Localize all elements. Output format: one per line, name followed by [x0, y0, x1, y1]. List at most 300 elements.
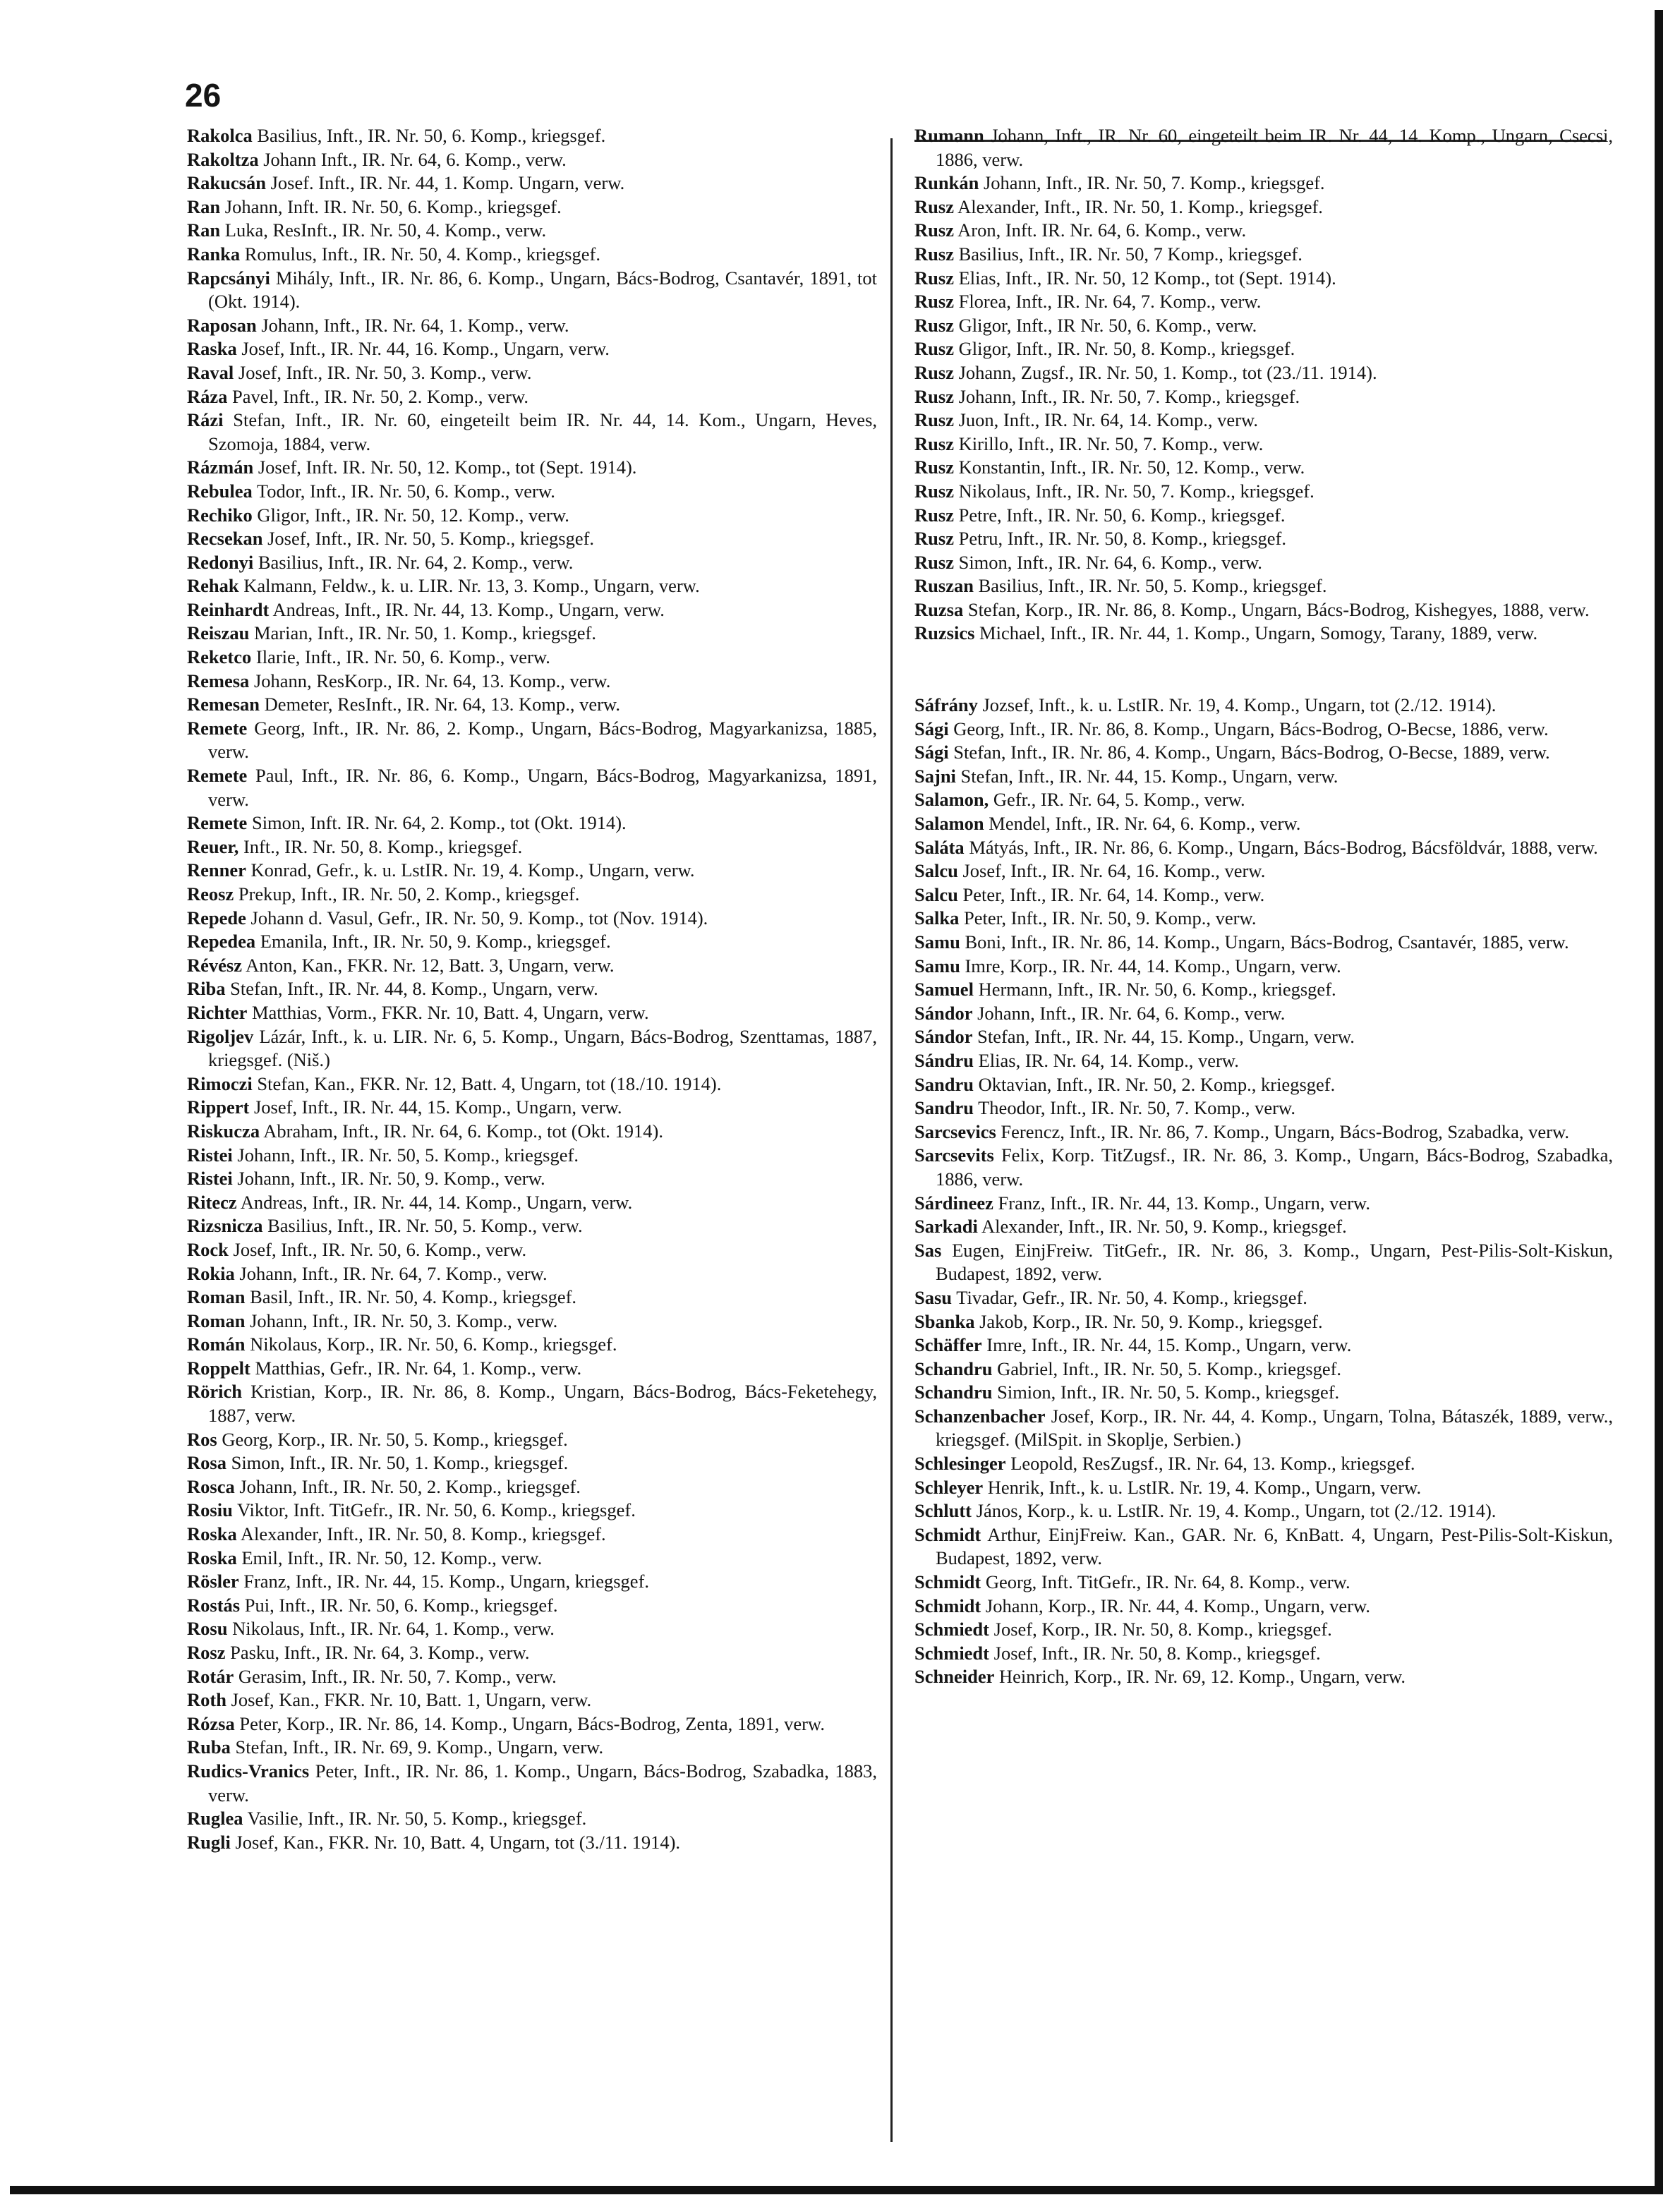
entry-details: Johann, Inft., IR. Nr. 50, 7. Komp., kriegsgef.	[958, 385, 1300, 407]
entry-surname: Ruglea	[187, 1808, 243, 1830]
entry-surname: Sas	[914, 1239, 942, 1261]
entry-surname: Riskucza	[187, 1120, 260, 1142]
entry-details: Imre, Korp., IR. Nr. 44, 14. Komp., Ungarn, verw.	[965, 955, 1341, 976]
entry-surname: Ran	[187, 219, 221, 241]
entry-surname: Sarcsevits	[914, 1144, 994, 1166]
register-entry	[187, 385, 877, 409]
entry-surname: Rusz	[914, 338, 954, 360]
entry-details: Stefan, Inft., IR. Nr. 60, eingeteilt beim IR. Nr. 44, 14. Kom., Ungarn, Heves, Szomoja, 1884, verw.	[208, 409, 878, 454]
entry-surname: Rusz	[914, 314, 954, 336]
register-entry	[187, 1617, 877, 1641]
register-entry	[914, 409, 1613, 433]
register-entry	[914, 267, 1613, 291]
register-entry	[187, 337, 877, 361]
entry-details: Petru, Inft., IR. Nr. 50, 8. Komp., kriegsgef.	[958, 528, 1287, 550]
entry-details: Florea, Inft., IR. Nr. 64, 7. Komp., verw.	[958, 291, 1262, 313]
entry-surname: Schmiedt	[914, 1642, 989, 1664]
entry-surname: Ruzsa	[914, 598, 964, 620]
entry-details: Georg, Inft., IR. Nr. 86, 2. Komp., Ungarn, Bács-Bodrog, Magyarkanizsa, 1885, verw.	[208, 717, 878, 763]
register-entry	[914, 1523, 1613, 1571]
register-entry	[187, 764, 877, 811]
entry-surname: Rizsnicza	[187, 1215, 263, 1237]
register-entry	[914, 1334, 1613, 1358]
entry-surname: Remete	[187, 765, 248, 787]
register-entry	[914, 456, 1613, 480]
register-entry	[914, 361, 1613, 385]
entry-surname: Schneider	[914, 1666, 995, 1688]
entry-details: Johann, ResKorp., IR. Nr. 64, 13. Komp., verw.	[253, 670, 611, 691]
entry-surname: Schleyer	[914, 1476, 984, 1498]
entry-details: Matthias, Gefr., IR. Nr. 64, 1. Komp., verw.	[255, 1357, 582, 1379]
register-entry	[914, 1192, 1613, 1216]
entry-surname: Ros	[187, 1428, 217, 1450]
entry-surname: Rock	[187, 1238, 229, 1260]
entry-details: Gligor, Inft., IR. Nr. 50, 12. Komp., verw.	[257, 504, 569, 526]
entry-surname: Ruzsics	[914, 622, 975, 644]
entry-details: Anton, Kan., FKR. Nr. 12, Batt. 3, Ungarn, verw.	[246, 954, 615, 976]
entry-surname: Salcu	[914, 883, 958, 905]
entry-details: Demeter, ResInft., IR. Nr. 64, 13. Komp., verw.	[264, 694, 620, 715]
entry-details: Arthur, EinjFreiw. Kan., GAR. Nr. 6, KnBatt. 4, Ungarn, Pest-Pilis-Solt-Kiskun, Budapest, 1892, verw.	[936, 1523, 1613, 1569]
entry-surname: Ran	[187, 195, 221, 217]
register-entry	[914, 574, 1613, 598]
entry-details: Johann, Inft., IR. Nr. 50, 2. Komp., kriegsgef.	[239, 1475, 581, 1497]
entry-details: Michael, Inft., IR. Nr. 44, 1. Komp., Ungarn, Somogy, Tarany, 1889, verw.	[979, 622, 1538, 644]
register-entry	[914, 859, 1613, 883]
entry-details: Marian, Inft., IR. Nr. 50, 1. Komp., kriegsgef.	[253, 622, 596, 644]
register-entry	[914, 883, 1613, 907]
entry-surname: Rippert	[187, 1096, 250, 1118]
entry-details: Aron, Inft. IR. Nr. 64, 6. Komp., verw.	[957, 219, 1247, 241]
entry-details: Basilius, Inft., IR. Nr. 64, 2. Komp., verw.	[258, 551, 574, 573]
register-entry	[914, 812, 1613, 836]
entry-details: Stefan, Inft., IR. Nr. 44, 15. Komp., Ungarn, verw.	[960, 765, 1338, 787]
entry-details: Paul, Inft., IR. Nr. 86, 6. Komp., Ungarn, Bács-Bodrog, Magyarkanizsa, 1891, verw.	[208, 765, 878, 810]
register-entry	[914, 290, 1613, 314]
register-entry	[187, 1712, 877, 1736]
entry-surname: Rusz	[914, 243, 954, 265]
entry-surname: Schäffer	[914, 1334, 982, 1356]
entry-surname: Sarkadi	[914, 1216, 978, 1238]
entry-surname: Rumann	[914, 125, 984, 146]
entry-details: Stefan, Inft., IR. Nr. 44, 15. Komp., Ungarn, verw.	[977, 1026, 1355, 1048]
register-entry	[914, 1618, 1613, 1642]
register-entry	[187, 314, 877, 338]
entry-surname: Rosiu	[187, 1499, 233, 1521]
entry-surname: Rosu	[187, 1618, 228, 1640]
entry-surname: Rusz	[914, 456, 954, 478]
register-entry	[187, 646, 877, 670]
entry-surname: Rörich	[187, 1381, 243, 1403]
entry-surname: Salka	[914, 907, 960, 929]
entry-details: Tivadar, Gefr., IR. Nr. 50, 4. Komp., kriegsgef.	[956, 1286, 1307, 1308]
register-entry	[914, 1286, 1613, 1310]
entry-details: Basilius, Inft., IR. Nr. 50, 7 Komp., kriegsgef.	[958, 243, 1303, 265]
entry-details: Romulus, Inft., IR. Nr. 50, 4. Komp., kriegsgef.	[244, 243, 600, 265]
register-entry	[914, 1595, 1613, 1619]
entry-details: Johann, Inft., IR. Nr. 50, 5. Komp., kriegsgef.	[237, 1144, 579, 1166]
register-entry	[187, 243, 877, 267]
entry-details: Gligor, Inft., IR. Nr. 50, 8. Komp., kriegsgef.	[958, 338, 1295, 360]
entry-surname: Roman	[187, 1286, 246, 1308]
entry-details: Gerasim, Inft., IR. Nr. 50, 7. Komp., verw.	[238, 1665, 557, 1687]
entry-details: Petre, Inft., IR. Nr. 50, 6. Komp., kriegsgef.	[958, 504, 1286, 526]
register-entry	[187, 1096, 877, 1120]
entry-details: Basilius, Inft., IR. Nr. 50, 5. Komp., kriegsgef.	[978, 575, 1327, 597]
entry-details: Josef, Inft., IR. Nr. 44, 15. Komp., Ungarn, verw.	[253, 1096, 622, 1118]
register-entry	[914, 788, 1613, 812]
register-entry	[914, 433, 1613, 456]
register-entry	[187, 1688, 877, 1712]
entry-surname: Rakolca	[187, 125, 253, 146]
register-entry	[914, 1215, 1613, 1239]
entry-details: Stefan, Inft., IR. Nr. 86, 4. Komp., Ungarn, Bács-Bodrog, O-Becse, 1889, verw.	[953, 742, 1550, 763]
entry-surname: Recsekan	[187, 528, 263, 550]
entry-surname: Sáfrány	[914, 694, 978, 716]
entry-details: Nikolaus, Korp., IR. Nr. 50, 6. Komp., kriegsgef.	[250, 1334, 617, 1355]
entry-surname: Salcu	[914, 860, 958, 882]
entry-surname: Rusz	[914, 385, 954, 407]
entry-details: Peter, Korp., IR. Nr. 86, 14. Komp., Ungarn, Bács-Bodrog, Zenta, 1891, verw.	[239, 1712, 825, 1734]
register-entry	[914, 1476, 1613, 1500]
register-entry	[914, 1025, 1613, 1049]
entry-details: Simion, Inft., IR. Nr. 50, 5. Komp., kriegsgef.	[997, 1381, 1340, 1403]
register-entry	[914, 480, 1613, 504]
register-entry	[187, 835, 877, 859]
entry-surname: Raval	[187, 361, 234, 383]
entry-details: Josef, Inft., IR. Nr. 50, 8. Komp., kriegsgef.	[993, 1642, 1321, 1664]
entry-surname: Raposan	[187, 314, 257, 336]
entry-details: János, Korp., k. u. LstIR. Nr. 19, 4. Komp., Ungarn, tot (2./12. 1914).	[976, 1500, 1497, 1522]
entry-surname: Rigoljev	[187, 1025, 254, 1047]
entry-details: Johann, Inft. IR. Nr. 50, 6. Komp., kriegsgef.	[224, 195, 562, 217]
entry-surname: Rusz	[914, 291, 954, 313]
register-entry	[914, 622, 1613, 646]
entry-surname: Samuel	[914, 979, 974, 1000]
register-entry	[187, 267, 877, 314]
entry-surname: Roth	[187, 1689, 226, 1711]
register-entry	[914, 1499, 1613, 1523]
entry-surname: Rakoltza	[187, 148, 259, 170]
register-entry	[187, 219, 877, 243]
entry-details: Eugen, EinjFreiw. TitGefr., IR. Nr. 86, 3. Komp., Ungarn, Pest-Pilis-Solt-Kiskun, Budapest, 1892, verw.	[936, 1239, 1614, 1285]
entry-surname: Rázi	[187, 409, 224, 431]
entry-details: Konstantin, Inft., IR. Nr. 50, 12. Komp., verw.	[958, 456, 1305, 478]
entry-details: Gabriel, Inft., IR. Nr. 50, 5. Komp., kriegsgef.	[997, 1358, 1342, 1379]
register-entry	[914, 551, 1613, 575]
register-entry	[187, 195, 877, 219]
register-entry	[914, 1358, 1613, 1381]
entry-details: Matthias, Vorm., FKR. Nr. 10, Batt. 4, Ungarn, verw.	[251, 1001, 649, 1023]
entry-surname: Rusz	[914, 361, 954, 383]
register-entry	[187, 1025, 877, 1072]
entry-details: Stefan, Kan., FKR. Nr. 12, Batt. 4, Ungarn, tot (18./10. 1914).	[257, 1072, 722, 1094]
entry-surname: Reinhardt	[187, 598, 270, 620]
entry-surname: Rusz	[914, 528, 954, 550]
entry-details: Kalmann, Feldw., k. u. LIR. Nr. 13, 3. Komp., Ungarn, verw.	[243, 575, 700, 597]
register-entry	[187, 1499, 877, 1523]
entry-surname: Remete	[187, 717, 248, 739]
entry-surname: Rusz	[914, 504, 954, 526]
entry-surname: Repedea	[187, 931, 256, 953]
entry-surname: Ráza	[187, 385, 228, 407]
entry-details: Josef, Inft., IR. Nr. 50, 6. Komp., verw.	[233, 1238, 527, 1260]
entry-details: Kristian, Korp., IR. Nr. 86, 8. Komp., Ungarn, Bács-Bodrog, Bács-Feketehegy, 1887, verw.	[208, 1381, 877, 1427]
register-entry	[914, 907, 1613, 931]
entry-surname: Rapcsányi	[187, 267, 270, 289]
entry-surname: Schlutt	[914, 1500, 972, 1522]
register-entry	[187, 1428, 877, 1452]
entry-surname: Rotár	[187, 1665, 234, 1687]
register-entry	[914, 385, 1613, 409]
entry-details: Basilius, Inft., IR. Nr. 50, 6. Komp., kriegsgef.	[257, 125, 606, 146]
register-entry	[914, 1002, 1613, 1026]
entry-details: Jozsef, Inft., k. u. LstIR. Nr. 19, 4. Komp., Ungarn, tot (2./12. 1914).	[982, 694, 1497, 716]
entry-details: Mendel, Inft., IR. Nr. 64, 6. Komp., verw.	[989, 813, 1301, 835]
entry-surname: Rimoczi	[187, 1072, 253, 1094]
entry-surname: Révész	[187, 954, 242, 976]
register-entry	[187, 1475, 877, 1499]
entry-details: Elias, IR. Nr. 64, 14. Komp., verw.	[978, 1049, 1239, 1071]
entry-details: Peter, Inft., IR. Nr. 50, 9. Komp., verw.	[963, 907, 1257, 929]
entry-details: Johann d. Vasul, Gefr., IR. Nr. 50, 9. Komp., tot (Nov. 1914).	[250, 907, 708, 929]
register-entry	[187, 883, 877, 907]
register-entry	[187, 1547, 877, 1571]
entry-surname: Rakucsán	[187, 172, 266, 194]
register-entry	[187, 1523, 877, 1547]
entry-details: Josef, Korp., IR. Nr. 50, 8. Komp., kriegsgef.	[993, 1619, 1332, 1640]
entry-surname: Rosz	[187, 1642, 226, 1663]
register-entry	[187, 1310, 877, 1334]
register-entry	[187, 1238, 877, 1262]
entry-surname: Riba	[187, 978, 226, 1000]
register-entry	[914, 955, 1613, 979]
entry-details: Pavel, Inft., IR. Nr. 50, 2. Komp., verw.	[232, 385, 529, 407]
entry-details: Todor, Inft., IR. Nr. 50, 6. Komp., verw.	[256, 480, 555, 502]
register-entry	[187, 811, 877, 835]
entry-details: Ilarie, Inft., IR. Nr. 50, 6. Komp., verw.	[255, 646, 550, 668]
entry-surname: Salamon,	[914, 789, 989, 811]
entry-surname: Roman	[187, 1310, 246, 1331]
entry-details: Johann, Korp., IR. Nr. 44, 4. Komp., Ungarn, verw.	[985, 1595, 1371, 1616]
entry-surname: Reuer,	[187, 835, 239, 857]
entry-surname: Ruszan	[914, 575, 974, 597]
register-entry	[914, 1073, 1613, 1097]
entry-surname: Raska	[187, 338, 237, 360]
entry-details: Franz, Inft., IR. Nr. 44, 15. Komp., Ungarn, kriegsgef.	[243, 1571, 650, 1592]
register-entry	[187, 1641, 877, 1665]
entry-surname: Ristei	[187, 1144, 233, 1166]
entry-surname: Remesa	[187, 670, 250, 691]
entry-surname: Rösler	[187, 1571, 239, 1592]
entry-surname: Sasu	[914, 1286, 953, 1308]
entry-details: Heinrich, Korp., IR. Nr. 69, 12. Komp., Ungarn, verw.	[999, 1666, 1406, 1688]
entry-details: Simon, Inft. IR. Nr. 64, 2. Komp., tot (Okt. 1914).	[251, 812, 627, 834]
entry-details: Mátyás, Inft., IR. Nr. 86, 6. Komp., Ungarn, Bács-Bodrog, Bácsföldvár, 1888, verw.	[969, 836, 1598, 858]
entry-details: Boni, Inft., IR. Nr. 86, 14. Komp., Ungarn, Bács-Bodrog, Csantavér, 1885, verw.	[965, 931, 1569, 953]
entry-details: Georg, Inft. TitGefr., IR. Nr. 64, 8. Komp., verw.	[985, 1571, 1350, 1593]
entry-details: Elias, Inft., IR. Nr. 50, 12 Komp., tot (Sept. 1914).	[958, 267, 1336, 289]
entry-details: Alexander, Inft., IR. Nr. 50, 1. Komp., kriegsgef.	[957, 195, 1323, 217]
register-entry	[187, 598, 877, 622]
register-entry	[187, 1736, 877, 1760]
register-entry	[187, 456, 877, 480]
entry-surname: Samu	[914, 955, 960, 976]
entry-details: Emanila, Inft., IR. Nr. 50, 9. Komp., kriegsgef.	[260, 931, 611, 953]
entry-surname: Rázmán	[187, 456, 254, 478]
entry-surname: Schlesinger	[914, 1453, 1006, 1475]
register-entry	[187, 859, 877, 883]
entry-details: Imre, Inft., IR. Nr. 44, 15. Komp., Ungarn, verw.	[986, 1334, 1352, 1356]
entry-details: Gligor, Inft., IR Nr. 50, 6. Komp., verw.	[958, 314, 1257, 336]
entry-details: Johann, Inft., IR. Nr. 50, 9. Komp., verw.	[237, 1168, 545, 1190]
entry-details: Hermann, Inft., IR. Nr. 50, 6. Komp., kriegsgef.	[978, 979, 1336, 1000]
entry-surname: Rusz	[914, 551, 954, 573]
entry-surname: Rusz	[914, 195, 954, 217]
register-entry	[914, 931, 1613, 955]
register-entry	[187, 1380, 877, 1427]
entry-details: Theodor, Inft., IR. Nr. 50, 7. Komp., verw.	[978, 1097, 1295, 1119]
entry-surname: Schmiedt	[914, 1619, 989, 1640]
entry-details: Stefan, Inft., IR. Nr. 69, 9. Komp., Ungarn, verw.	[235, 1736, 604, 1758]
entry-surname: Richter	[187, 1001, 248, 1023]
entry-surname: Ritecz	[187, 1191, 237, 1213]
entry-surname: Remete	[187, 812, 248, 834]
entry-surname: Rokia	[187, 1262, 235, 1284]
entry-details: Felix, Korp. TitZugsf., IR. Nr. 86, 3. Komp., Ungarn, Bács-Bodrog, Szabadka, 1886, verw.	[936, 1144, 1613, 1190]
entry-surname: Sajni	[914, 765, 956, 787]
entry-surname: Sandru	[914, 1097, 974, 1119]
entry-details: Inft., IR. Nr. 50, 8. Komp., kriegsgef.	[243, 835, 523, 857]
register-entry	[914, 1144, 1613, 1191]
register-entry	[187, 1072, 877, 1096]
register-entry	[914, 1239, 1613, 1286]
entry-surname: Rusz	[914, 267, 954, 289]
register-entry	[187, 148, 877, 172]
register-entry	[187, 124, 877, 148]
register-entry	[187, 409, 877, 456]
entry-details: Johann Inft., IR. Nr. 64, 6. Komp., verw.	[263, 148, 567, 170]
entry-surname: Schmidt	[914, 1595, 981, 1616]
entry-details: Georg, Inft., IR. Nr. 86, 8. Komp., Ungarn, Bács-Bodrog, O-Becse, 1886, verw.	[953, 718, 1549, 739]
entry-surname: Rosca	[187, 1475, 235, 1497]
register-entry	[187, 670, 877, 694]
entry-surname: Reketco	[187, 646, 252, 668]
register-entry	[187, 693, 877, 717]
entry-details: Viktor, Inft. TitGefr., IR. Nr. 50, 6. Komp., kriegsgef.	[236, 1499, 636, 1521]
entry-details: Mihály, Inft., IR. Nr. 86, 6. Komp., Ungarn, Bács-Bodrog, Csantavér, 1891, tot (Okt. 1914).	[208, 267, 878, 313]
entry-details: Josef, Inft., IR. Nr. 50, 3. Komp., verw.	[238, 361, 532, 383]
entry-surname: Sándor	[914, 1026, 973, 1048]
entry-surname: Redonyi	[187, 551, 254, 573]
entry-surname: Rugli	[187, 1831, 231, 1853]
register-entry	[187, 1357, 877, 1381]
register-entry	[914, 1049, 1613, 1073]
entry-details: Josef. Inft., IR. Nr. 44, 1. Komp. Ungarn, verw.	[270, 172, 625, 194]
entry-surname: Saláta	[914, 836, 965, 858]
entry-surname: Rosa	[187, 1452, 226, 1474]
register-entry	[914, 741, 1613, 765]
entry-surname: Sándor	[914, 1002, 973, 1024]
register-entry	[914, 504, 1613, 528]
entry-details: Johann, Inft., IR. Nr. 50, 7. Komp., kriegsgef.	[983, 172, 1325, 194]
left-column	[187, 124, 877, 1854]
register-entry	[187, 622, 877, 646]
register-entry	[914, 219, 1613, 243]
register-entry	[187, 1120, 877, 1144]
entry-details: Andreas, Inft., IR. Nr. 44, 13. Komp., Ungarn, verw.	[272, 598, 665, 620]
register-entry	[187, 1594, 877, 1618]
entry-surname: Rusz	[914, 219, 954, 241]
entry-details: Josef, Inft., IR. Nr. 64, 16. Komp., verw.	[962, 860, 1266, 882]
register-entry	[187, 1333, 877, 1357]
entry-details: Peter, Inft., IR. Nr. 64, 14. Komp., verw.	[962, 883, 1265, 905]
register-entry	[914, 1642, 1613, 1666]
entry-surname: Sbanka	[914, 1310, 975, 1332]
register-entry	[914, 1120, 1613, 1144]
entry-details: Franz, Inft., IR. Nr. 44, 13. Komp., Ungarn, verw.	[998, 1192, 1370, 1214]
entry-details: Luka, ResInft., IR. Nr. 50, 4. Komp., verw.	[224, 219, 547, 241]
entry-surname: Renner	[187, 859, 246, 881]
entry-surname: Samu	[914, 931, 960, 953]
register-entry	[914, 765, 1613, 789]
register-entry	[187, 1807, 877, 1831]
right-column	[914, 124, 1613, 1689]
entry-surname: Remesan	[187, 694, 260, 715]
entry-surname: Rechiko	[187, 504, 253, 526]
entry-details: Emil, Inft., IR. Nr. 50, 12. Komp., verw.	[241, 1547, 543, 1568]
entry-details: Oktavian, Inft., IR. Nr. 50, 2. Komp., kriegsgef.	[978, 1073, 1336, 1095]
entry-details: Basilius, Inft., IR. Nr. 50, 5. Komp., verw.	[267, 1215, 583, 1237]
register-entry	[914, 124, 1613, 171]
column-divider	[890, 138, 893, 2142]
entry-surname: Schandru	[914, 1358, 993, 1379]
entry-details: Stefan, Inft., IR. Nr. 44, 8. Komp., Ungarn, verw.	[230, 978, 598, 1000]
entry-details: Josef, Inft. IR. Nr. 50, 12. Komp., tot (Sept. 1914).	[258, 456, 637, 478]
entry-details: Simon, Inft., IR. Nr. 64, 6. Komp., verw.	[958, 551, 1262, 573]
register-entry	[187, 1214, 877, 1238]
right-column-r-section	[914, 124, 1613, 646]
register-entry	[187, 930, 877, 954]
entry-details: Nikolaus, Inft., IR. Nr. 64, 1. Komp., verw.	[232, 1618, 555, 1640]
register-entry	[187, 1760, 877, 1807]
entry-surname: Rebulea	[187, 480, 253, 502]
entry-details: Gefr., IR. Nr. 64, 5. Komp., verw.	[993, 789, 1245, 811]
entry-surname: Sándru	[914, 1049, 974, 1071]
entry-details: Simon, Inft., IR. Nr. 50, 1. Komp., kriegsgef.	[231, 1452, 569, 1474]
section-gap	[914, 646, 1613, 694]
entry-details: Nikolaus, Inft., IR. Nr. 50, 7. Komp., kriegsgef.	[958, 480, 1315, 502]
entry-surname: Sandru	[914, 1073, 974, 1095]
entry-surname: Repede	[187, 907, 246, 929]
entry-surname: Runkán	[914, 172, 979, 194]
entry-details: Ferencz, Inft., IR. Nr. 86, 7. Komp., Ungarn, Bács-Bodrog, Szabadka, verw.	[1001, 1120, 1570, 1142]
register-entry	[914, 243, 1613, 267]
register-entry	[187, 977, 877, 1001]
register-entry	[187, 1286, 877, 1310]
register-entry	[914, 694, 1613, 718]
register-entry	[914, 1452, 1613, 1476]
register-entry	[187, 504, 877, 528]
register-entry	[914, 598, 1613, 622]
entry-details: Vasilie, Inft., IR. Nr. 50, 5. Komp., kriegsgef.	[247, 1808, 587, 1830]
entry-details: Juon, Inft., IR. Nr. 64, 14. Komp., verw.	[958, 409, 1259, 431]
register-entry	[187, 1831, 877, 1855]
entry-surname: Rostás	[187, 1594, 241, 1616]
entry-surname: Rusz	[914, 433, 954, 454]
register-entry	[914, 718, 1613, 742]
page-number: 26	[185, 77, 222, 114]
